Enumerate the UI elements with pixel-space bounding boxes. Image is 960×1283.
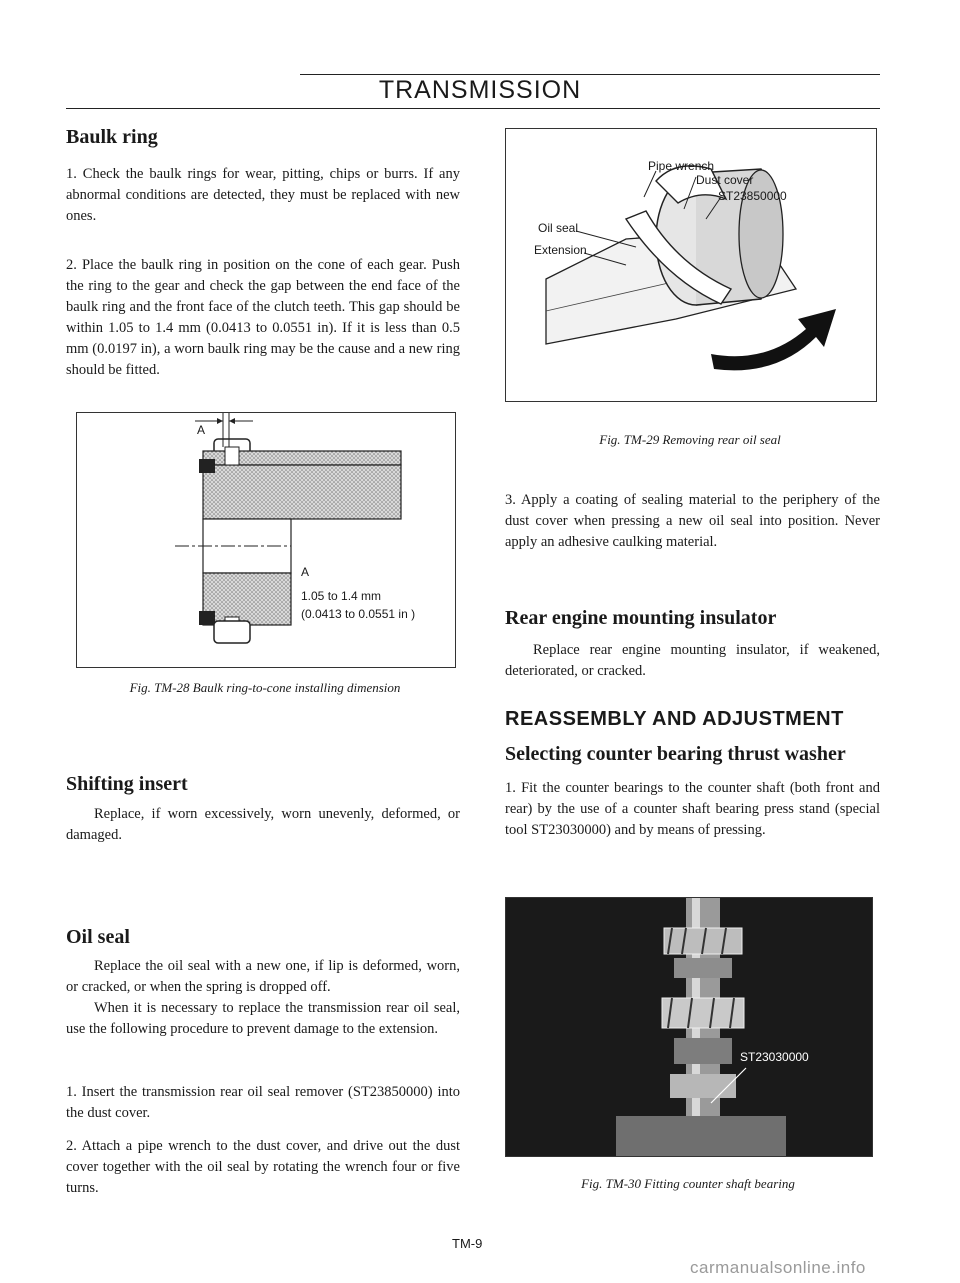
baulk-ring-step-2: 2. Place the baulk ring in position on the cone of each gear. Push the ring to the gear and check the gap between the end face of the baulk ring and the front face of the clutch teeth. This gap should be within 1.05 to 1.4 mm (0.0413 to 0.0551 in). If it is less than 0.5 mm (0.0197 in), a worn baulk ring may be the cause and a new ring should be fitted. [66,257,460,378]
reassembly-heading: REASSEMBLY AND ADJUSTMENT [505,708,844,730]
figure-label-a-top: A [197,423,206,437]
shifting-insert-heading: Shifting insert [66,773,188,795]
figure-tm-28 [76,412,456,668]
label-tool-st23850000: ST23850000 [718,189,787,203]
dimension-mm: 1.05 to 1.4 mm [301,589,382,603]
rear-mounting-text: Replace rear engine mounting insulator, if weakened, deteriorated, or cracked. [505,642,880,679]
figure-tm-28-caption: Fig. TM-28 Baulk ring-to-cone installing dimension [129,680,401,695]
watermark-text: carmanualsonline.info [690,1258,866,1277]
header-top-rule [300,74,880,75]
page-number: TM-9 [452,1236,483,1251]
rear-mounting-heading: Rear engine mounting insulator [505,607,777,629]
figure-label-a: A [301,565,310,579]
oil-seal-text-1: Replace the oil seal with a new one, if lip is deformed, worn, or cracked, or when the spring is dropped off. [66,958,460,995]
thrust-washer-heading: Selecting counter bearing thrust washer [505,743,846,765]
oil-seal-heading: Oil seal [66,926,130,948]
figure-tm-30-caption: Fig. TM-30 Fitting counter shaft bearing [581,1176,795,1191]
oil-seal-step-1: 1. Insert the transmission rear oil seal remover (ST23850000) into the dust cover. [66,1084,460,1121]
dimension-inch: (0.0413 to 0.0551 in ) [301,607,416,621]
oil-seal-step-2: 2. Attach a pipe wrench to the dust cover, and drive out the dust cover together with the oil seal by rotating the wrench four or five turns. [66,1138,460,1196]
thrust-washer-step-1: 1. Fit the counter bearings to the counter shaft (both front and rear) by the use of a counter shaft bearing press stand (special tool ST23030000) and by means of pressing. [505,780,880,838]
figure-tm-29-caption: Fig. TM-29 Removing rear oil seal [599,432,781,447]
label-pipe-wrench: Pipe wrench [648,159,715,173]
oil-seal-step-3: 3. Apply a coating of sealing material to the periphery of the dust cover when pressing a new oil seal into position. Never apply an adhesive caulking material. [505,492,880,550]
oil-seal-text-2: When it is necessary to replace the transmission rear oil seal, use the following procedure to prevent damage to the extension. [66,1000,460,1037]
figure-tm-30 [505,897,873,1157]
baulk-ring-diagram [77,413,455,667]
label-dust-cover: Dust cover [696,173,754,187]
label-oil-seal: Oil seal [538,221,579,235]
baulk-ring-step-1: 1. Check the baulk rings for wear, pitting, chips or burrs. If any abnormal conditions are detected, they must be replaced with new ones. [66,166,460,224]
page-title: TRANSMISSION [378,76,582,104]
header-rule [66,108,880,109]
shifting-insert-text: Replace, if worn excessively, worn unevenly, deformed, or damaged. [66,806,460,843]
counter-shaft-photo [506,898,872,1156]
figure-tm-29 [505,128,877,402]
baulk-ring-heading: Baulk ring [66,126,158,148]
label-tool-st23030000: ST23030000 [740,1050,809,1064]
label-extension: Extension [534,243,587,257]
